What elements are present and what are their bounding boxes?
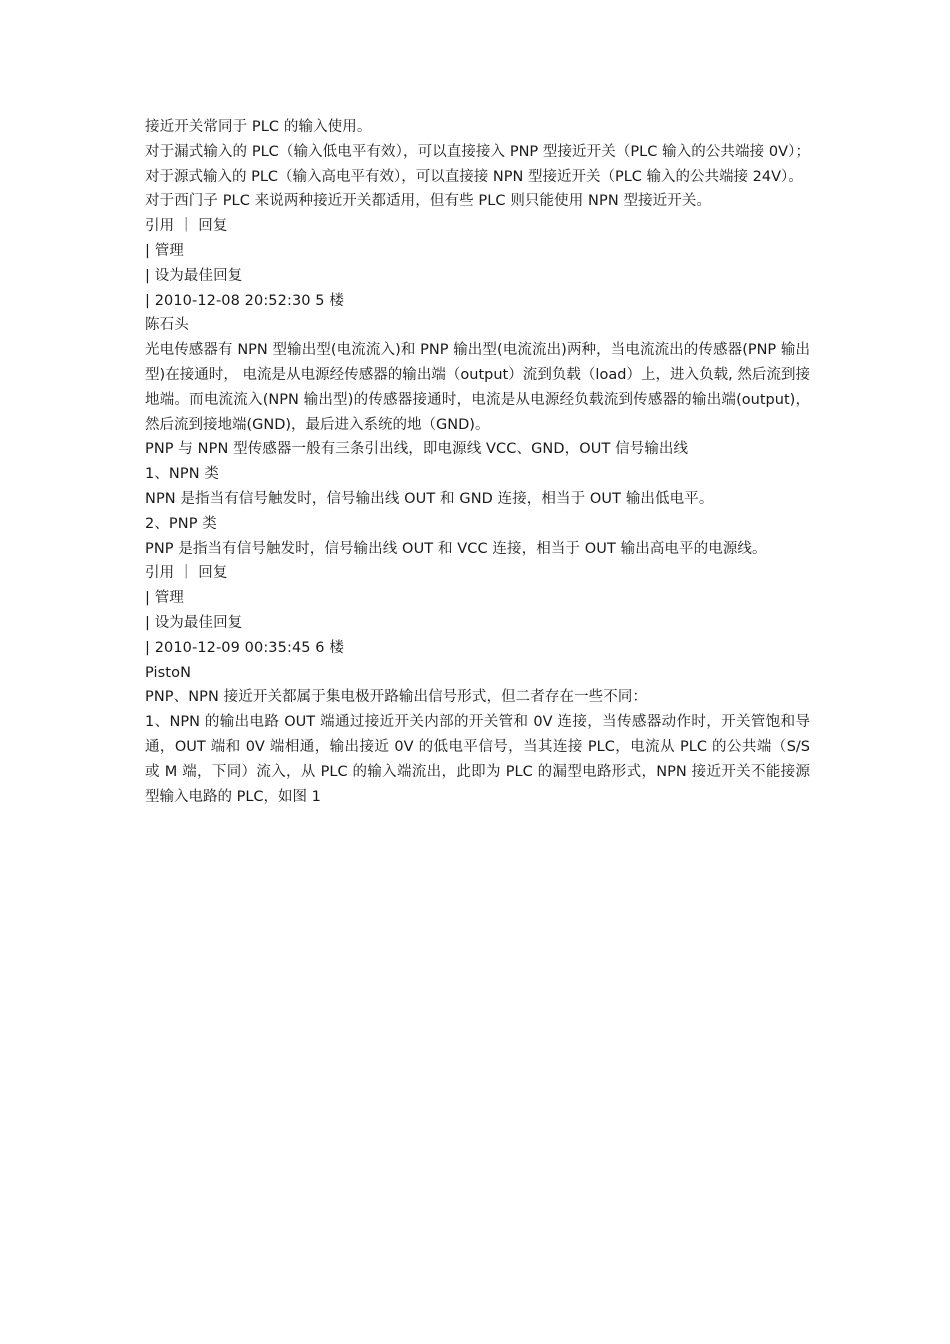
paragraph: 接近开关常同于 PLC 的输入使用。 [145, 119, 372, 135]
best-reply-link: | 设为最佳回复 [145, 267, 243, 284]
paragraph: NPN 是指当有信号触发时，信号输出线 OUT 和 GND 连接，相当于 OUT 输出低电平。 [145, 490, 714, 507]
manage-link: | 管理 [145, 242, 184, 259]
paragraph: 对于西门子 PLC 来说两种接近开关都适用，但有些 PLC 则只能使用 NPN 型接近开关。 [145, 193, 712, 210]
post-timestamp: | 2010-12-09 00:35:45 6 楼 [145, 639, 344, 656]
paragraph: PNP、NPN 接近开关都属于集电极开路输出信号形式，但二者存在一些不同： [145, 689, 648, 706]
best-reply-link: | 设为最佳回复 [145, 614, 243, 631]
paragraph: 对于漏式输入的 PLC（输入低电平有效），可以直接接入 PNP 型接近开关（PLC 输入的公共端接 0V）；对于源式输入的 PLC（输入高电平有效），可以直接接 NPN 型接近开关（PLC 输入的公共端接 24V）。 [145, 143, 810, 185]
paragraph: PNP 与 NPN 型传感器一般有三条引出线，即电源线 VCC、GND，OUT 信号输出线 [145, 441, 689, 458]
post-timestamp: | 2010-12-08 20:52:30 5 楼 [145, 292, 344, 309]
manage-link: | 管理 [145, 590, 184, 607]
paragraph: PNP 是指当有信号触发时，信号输出线 OUT 和 VCC 连接，相当于 OUT 输出高电平的电源线。 [145, 540, 767, 557]
document-body [145, 115, 810, 809]
author-name: 陈石头 [145, 317, 189, 334]
section-heading: 1、NPN 类 [145, 466, 219, 483]
author-name: PistoN [145, 664, 192, 681]
paragraph: 1、NPN 的输出电路 OUT 端通过接近开关内部的开关管和 0V 连接，当传感器动作时，开关管饱和导通，OUT 端和 0V 端相通，输出接近 0V 的低电平信号，当其连接 PLC，电流从 PLC 的公共端（S/S 或 M 端，下同）流入，从 PLC 的输入端流出，此即为 PLC 的漏型电路形式，NPN 接近开关不能接源型输入电路的 PLC，如图 1 [145, 714, 810, 805]
section-heading: 2、PNP 类 [145, 515, 217, 532]
reply-actions: 引用 ｜ 回复 [145, 565, 228, 582]
reply-actions: 引用 ｜ 回复 [145, 218, 228, 235]
paragraph: 光电传感器有 NPN 型输出型(电流流入)和 PNP 输出型(电流流出)两种，当电流流出的传感器(PNP 输出型)在接通时， 电流是从电源经传感器的输出端（output）流到负载（load）上，进入负载, 然后流到接地端。而电流流入(NPN 输出型)的传感器接通时，电流是从电源经负载流到传感器的输出端(output)，然后流到接地端(GND)，最后进入系统的地（GND)。 [145, 342, 810, 433]
